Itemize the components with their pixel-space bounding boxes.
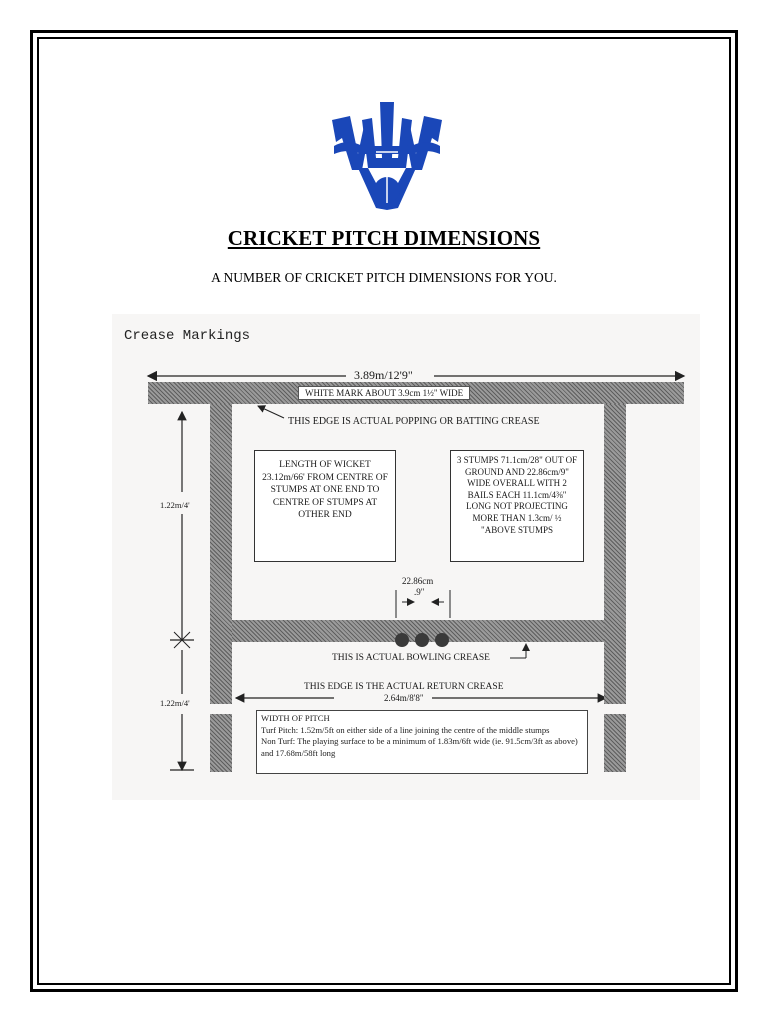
left-return-crease-lower: [210, 714, 232, 772]
popping-crease-note: THIS EDGE IS ACTUAL POPPING OR BATTING CREASE: [288, 416, 540, 427]
club-crest-logo: [328, 98, 446, 214]
length-of-wicket-box: [254, 450, 396, 562]
return-crease-width-label: 2.64m/8'8": [384, 693, 424, 703]
width-of-pitch-line2: Non Turf: The playing surface to be a minimum of 1.83m/6ft wide (ie. 91.5cm/3ft as above) and 17.68m/58ft long: [261, 736, 578, 758]
page-title: CRICKET PITCH DIMENSIONS: [227, 226, 541, 250]
return-crease-note: THIS EDGE IS THE ACTUAL RETURN CREASE: [304, 682, 504, 692]
length-of-wicket-text: LENGTH OF WICKET 23.12m/66' FROM CENTRE OF STUMPS AT ONE END TO CENTRE OF STUMPS AT OTHER END: [262, 460, 388, 520]
white-mark-label: WHITE MARK ABOUT 3.9cm 1½" WIDE: [298, 386, 470, 400]
height-lower-label: 1.22m/4': [160, 698, 190, 708]
right-return-crease-lower: [604, 714, 626, 772]
stump-width-label-bottom: .9": [414, 587, 425, 597]
right-return-crease-upper: [604, 404, 626, 704]
stumps-icon: [392, 630, 456, 650]
figure-heading: Crease Markings: [124, 328, 251, 344]
stumps-note-text: 3 STUMPS 71.1cm/28" OUT OF GROUND AND 22.86cm/9" WIDE OVERALL WITH 2 BAILS EACH 11.1cm/4⅜" LONG NOT PROJECTING MORE THAN 1.3cm/ ½ "ABOVE STUMPS: [456, 455, 578, 535]
width-of-pitch-title: WIDTH OF PITCH: [261, 713, 330, 723]
width-of-pitch-line1: Turf Pitch: 1.52m/5ft on either side of a line joining the centre of the middle stumps: [261, 724, 550, 735]
page-subtitle: A NUMBER OF CRICKET PITCH DIMENSIONS FOR YOU.: [211, 270, 557, 285]
crease-markings-figure: [112, 314, 700, 800]
stumps-note-box: [450, 450, 584, 562]
bowling-crease-note: THIS IS ACTUAL BOWLING CREASE: [332, 653, 490, 663]
overall-width-label: 3.89m/12'9": [354, 368, 413, 382]
stump-width-label-top: 22.86cm: [402, 576, 434, 586]
height-upper-label: 1.22m/4': [160, 500, 190, 510]
width-of-pitch-box: [256, 710, 588, 774]
left-return-crease-upper: [210, 404, 232, 704]
